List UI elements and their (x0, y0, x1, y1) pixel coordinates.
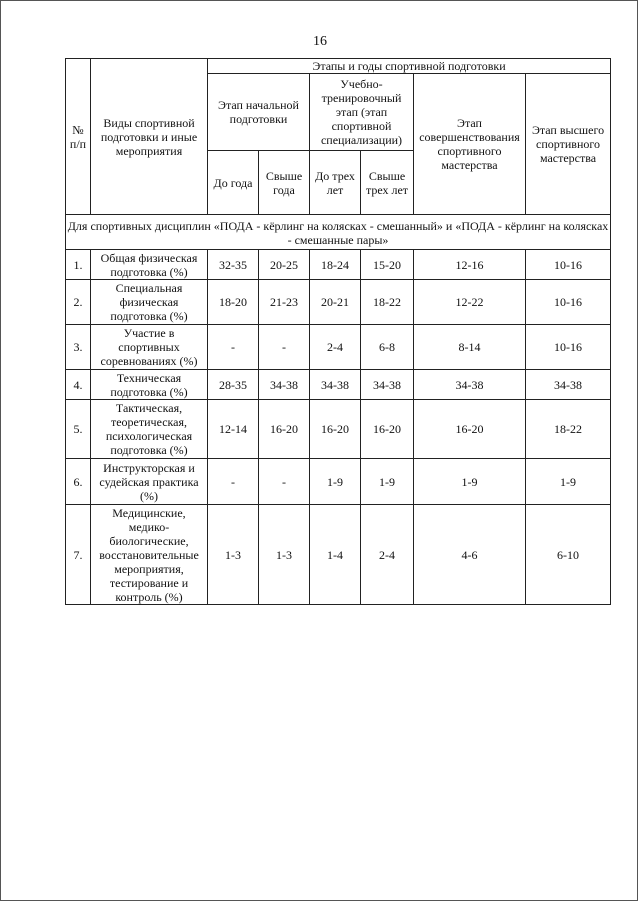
cell-higher: 6-10 (526, 505, 611, 605)
row-name: Медицинские, медико-биологические, восстановительные мероприятия, тестирование и контроль (%) (91, 505, 208, 605)
table-row (66, 459, 611, 505)
row-number: 1. (66, 250, 91, 280)
table-row (66, 400, 611, 459)
header-stage-improvement: Этап совершенствования спортивного мастерства (414, 74, 526, 215)
row-number: 6. (66, 459, 91, 505)
row-name: Инструкторская и судейская практика (%) (91, 459, 208, 505)
cell-initial-up-to-year: 32-35 (208, 250, 259, 280)
cell-improvement: 4-6 (414, 505, 526, 605)
cell-training-up-to-3: 1-9 (310, 459, 361, 505)
header-stage-initial: Этап начальной подготовки (208, 74, 310, 151)
header-training-types: Виды спортивной подготовки и иные мероприятия (91, 59, 208, 215)
cell-higher: 10-16 (526, 325, 611, 370)
table-row (66, 250, 611, 280)
section-title: Для спортивных дисциплин «ПОДА - кёрлинг на колясках - смешанный» и «ПОДА - кёрлинг на колясках - смешанные пары» (66, 215, 611, 250)
row-number: 2. (66, 280, 91, 325)
header-initial-up-to-year: До года (208, 151, 259, 215)
header-number: № п/п (66, 59, 91, 215)
row-name: Участие в спортивных соревнованиях (%) (91, 325, 208, 370)
row-number: 7. (66, 505, 91, 605)
row-number: 4. (66, 370, 91, 400)
cell-initial-up-to-year: 28-35 (208, 370, 259, 400)
cell-higher: 10-16 (526, 250, 611, 280)
cell-improvement: 12-22 (414, 280, 526, 325)
row-number: 5. (66, 400, 91, 459)
cell-training-up-to-3: 2-4 (310, 325, 361, 370)
cell-training-up-to-3: 18-24 (310, 250, 361, 280)
cell-initial-up-to-year: 12-14 (208, 400, 259, 459)
cell-training-over-3: 15-20 (361, 250, 414, 280)
row-number: 3. (66, 325, 91, 370)
cell-initial-over-year: 21-23 (259, 280, 310, 325)
header-stage-training: Учебно-тренировочный этап (этап спортивной специализации) (310, 74, 414, 151)
cell-initial-up-to-year: 18-20 (208, 280, 259, 325)
header-training-up-to-3: До трех лет (310, 151, 361, 215)
cell-higher: 1-9 (526, 459, 611, 505)
sports-training-table (65, 58, 611, 605)
cell-improvement: 12-16 (414, 250, 526, 280)
table-row (66, 370, 611, 400)
header-training-over-3: Свыше трех лет (361, 151, 414, 215)
cell-training-over-3: 18-22 (361, 280, 414, 325)
cell-training-over-3: 6-8 (361, 325, 414, 370)
cell-higher: 10-16 (526, 280, 611, 325)
row-name: Специальная физическая подготовка (%) (91, 280, 208, 325)
cell-training-up-to-3: 34-38 (310, 370, 361, 400)
cell-improvement: 1-9 (414, 459, 526, 505)
cell-improvement: 8-14 (414, 325, 526, 370)
cell-improvement: 16-20 (414, 400, 526, 459)
cell-training-over-3: 16-20 (361, 400, 414, 459)
cell-training-up-to-3: 1-4 (310, 505, 361, 605)
cell-training-up-to-3: 20-21 (310, 280, 361, 325)
cell-training-up-to-3: 16-20 (310, 400, 361, 459)
row-name: Общая физическая подготовка (%) (91, 250, 208, 280)
cell-initial-up-to-year: - (208, 325, 259, 370)
cell-initial-over-year: - (259, 325, 310, 370)
cell-initial-over-year: 1-3 (259, 505, 310, 605)
cell-higher: 34-38 (526, 370, 611, 400)
table-row (66, 505, 611, 605)
cell-training-over-3: 2-4 (361, 505, 414, 605)
header-stages-title: Этапы и годы спортивной подготовки (208, 59, 611, 74)
cell-initial-over-year: 16-20 (259, 400, 310, 459)
cell-initial-over-year: 20-25 (259, 250, 310, 280)
page-number: 16 (313, 34, 327, 49)
table-row (66, 280, 611, 325)
cell-initial-up-to-year: 1-3 (208, 505, 259, 605)
header-initial-over-year: Свыше года (259, 151, 310, 215)
cell-initial-over-year: 34-38 (259, 370, 310, 400)
cell-improvement: 34-38 (414, 370, 526, 400)
cell-higher: 18-22 (526, 400, 611, 459)
cell-training-over-3: 1-9 (361, 459, 414, 505)
header-stage-higher: Этап высшего спортивного мастерства (526, 74, 611, 215)
cell-initial-over-year: - (259, 459, 310, 505)
row-name: Тактическая, теоретическая, психологическая подготовка (%) (91, 400, 208, 459)
cell-initial-up-to-year: - (208, 459, 259, 505)
row-name: Техническая подготовка (%) (91, 370, 208, 400)
table-row (66, 325, 611, 370)
cell-training-over-3: 34-38 (361, 370, 414, 400)
